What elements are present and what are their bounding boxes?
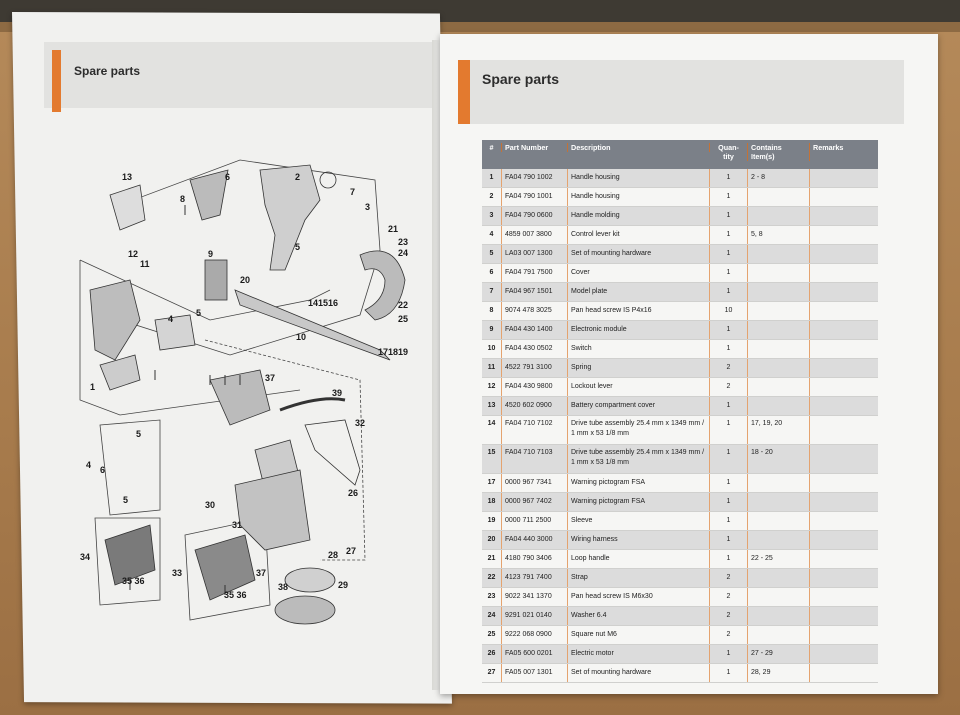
row-remarks [810, 226, 878, 244]
row-contains [748, 626, 810, 644]
table-row [482, 626, 878, 645]
callout-13: 13 [122, 172, 133, 182]
right-page-title: Spare parts [482, 71, 560, 87]
spare-parts-table [482, 140, 878, 683]
row-contains: 28, 29 [748, 664, 810, 682]
row-part-number: 4123 791 7400 [502, 569, 568, 587]
row-part-number: FA04 430 9800 [502, 378, 568, 396]
row-contains [748, 302, 810, 320]
row-part-number: FA04 967 1501 [502, 283, 568, 301]
row-quantity: 1 [710, 226, 748, 244]
row-remarks [810, 416, 878, 444]
left-page-title: Spare parts [74, 64, 141, 78]
row-number: 25 [482, 626, 502, 644]
row-description: Set of mounting hardware [568, 664, 710, 682]
row-remarks [810, 188, 878, 206]
table-header [482, 140, 878, 169]
row-number: 10 [482, 340, 502, 358]
row-description: Pan head screw IS M6x30 [568, 588, 710, 606]
callout-35-36b: 35 36 [224, 590, 247, 600]
row-number: 14 [482, 416, 502, 444]
callout-37: 37 [265, 373, 276, 383]
row-contains: 27 - 29 [748, 645, 810, 663]
row-number: 27 [482, 664, 502, 682]
row-number: 7 [482, 283, 502, 301]
row-number: 2 [482, 188, 502, 206]
row-remarks [810, 512, 878, 530]
row-part-number: 4522 791 3100 [502, 359, 568, 377]
row-part-number: LA03 007 1300 [502, 245, 568, 263]
row-contains: 2 - 8 [748, 169, 810, 187]
table-row [482, 474, 878, 493]
row-remarks [810, 531, 878, 549]
row-quantity: 1 [710, 397, 748, 415]
row-contains [748, 474, 810, 492]
row-remarks [810, 321, 878, 339]
row-quantity: 1 [710, 416, 748, 444]
row-remarks [810, 493, 878, 511]
callout-9: 9 [208, 249, 214, 259]
table-row [482, 645, 878, 664]
callout-14-15-16: 141516 [308, 298, 339, 308]
row-quantity: 1 [710, 321, 748, 339]
row-contains [748, 493, 810, 511]
callout-31: 31 [232, 520, 243, 530]
table-row [482, 550, 878, 569]
row-part-number: FA04 710 7102 [502, 416, 568, 444]
row-quantity: 1 [710, 264, 748, 282]
row-remarks [810, 445, 878, 473]
row-quantity: 1 [710, 283, 748, 301]
row-description: Warning pictogram FSA [568, 474, 710, 492]
row-description: Electronic module [568, 321, 710, 339]
row-description: Handle housing [568, 188, 710, 206]
callout-28: 28 [328, 550, 339, 560]
row-quantity: 1 [710, 474, 748, 492]
table-body [482, 169, 878, 683]
callout-5: 5 [295, 242, 301, 252]
row-remarks [810, 264, 878, 282]
callout-6: 6 [225, 172, 231, 182]
table-row [482, 340, 878, 359]
table-row [482, 207, 878, 226]
row-contains [748, 264, 810, 282]
row-contains [748, 188, 810, 206]
table-row [482, 569, 878, 588]
row-contains [748, 378, 810, 396]
callout-26: 26 [348, 488, 359, 498]
row-part-number: FA04 430 0502 [502, 340, 568, 358]
row-number: 22 [482, 569, 502, 587]
row-remarks [810, 397, 878, 415]
row-description: Electric motor [568, 645, 710, 663]
row-remarks [810, 607, 878, 625]
callout-17-18-19: 171819 [378, 347, 409, 357]
row-part-number: FA04 790 1001 [502, 188, 568, 206]
row-number: 19 [482, 512, 502, 530]
row-contains [748, 397, 810, 415]
callout-5c: 5 [136, 429, 142, 439]
callout-23: 23 [398, 237, 409, 247]
row-number: 17 [482, 474, 502, 492]
table-row [482, 588, 878, 607]
callout-4b: 4 [86, 460, 92, 470]
row-description: Cover [568, 264, 710, 282]
callout-37b: 37 [256, 568, 267, 578]
row-part-number: FA04 790 1002 [502, 169, 568, 187]
row-part-number: FA05 600 0201 [502, 645, 568, 663]
row-part-number: FA04 791 7500 [502, 264, 568, 282]
row-contains [748, 207, 810, 225]
row-number: 4 [482, 226, 502, 244]
table-row [482, 531, 878, 550]
table-row [482, 169, 878, 188]
row-part-number: FA04 430 1400 [502, 321, 568, 339]
row-number: 5 [482, 245, 502, 263]
header-quantity: Quan-tity [710, 143, 748, 161]
callout-34: 34 [80, 552, 91, 562]
header-remarks: Remarks [813, 143, 844, 152]
callout-39: 39 [332, 388, 343, 398]
row-quantity: 1 [710, 169, 748, 187]
row-quantity: 1 [710, 207, 748, 225]
row-quantity: 1 [710, 445, 748, 473]
row-quantity: 2 [710, 569, 748, 587]
row-contains [748, 512, 810, 530]
table-row [482, 302, 878, 321]
row-remarks [810, 588, 878, 606]
row-number: 1 [482, 169, 502, 187]
row-quantity: 2 [710, 607, 748, 625]
row-remarks [810, 302, 878, 320]
row-description: Model plate [568, 283, 710, 301]
row-contains: 22 - 25 [748, 550, 810, 568]
row-quantity: 2 [710, 626, 748, 644]
row-quantity: 2 [710, 359, 748, 377]
row-quantity: 1 [710, 340, 748, 358]
row-remarks [810, 626, 878, 644]
row-description: Drive tube assembly 25.4 mm x 1349 mm / 1 mm x 53 1/8 mm [568, 445, 710, 473]
row-contains [748, 321, 810, 339]
right-page-header-accent [458, 60, 470, 124]
row-number: 9 [482, 321, 502, 339]
row-number: 6 [482, 264, 502, 282]
row-quantity: 1 [710, 493, 748, 511]
row-number: 24 [482, 607, 502, 625]
row-description: Handle molding [568, 207, 710, 225]
header-description: Description [568, 143, 710, 152]
callout-27: 27 [346, 546, 357, 556]
table-row [482, 226, 878, 245]
table-row [482, 359, 878, 378]
row-description: Set of mounting hardware [568, 245, 710, 263]
table-row [482, 416, 878, 445]
callout-32: 32 [355, 418, 366, 428]
row-contains [748, 588, 810, 606]
table-row [482, 493, 878, 512]
row-quantity: 1 [710, 550, 748, 568]
left-page-header-accent [52, 50, 61, 112]
header-contains: Contains Item(s) [748, 143, 810, 161]
callout-35-36: 35 36 [122, 576, 145, 586]
row-part-number: 4859 007 3800 [502, 226, 568, 244]
row-remarks [810, 569, 878, 587]
row-remarks [810, 245, 878, 263]
table-row [482, 188, 878, 207]
table-row [482, 512, 878, 531]
header-number: # [482, 143, 502, 152]
callout-38: 38 [278, 582, 289, 592]
exploded-parts-diagram [60, 140, 430, 660]
callout-5d: 5 [123, 495, 129, 505]
row-quantity: 1 [710, 245, 748, 263]
row-description: Spring [568, 359, 710, 377]
row-part-number: 0000 967 7402 [502, 493, 568, 511]
row-description: Pan head screw IS P4x16 [568, 302, 710, 320]
row-number: 20 [482, 531, 502, 549]
row-number: 12 [482, 378, 502, 396]
callout-10: 10 [296, 332, 307, 342]
row-number: 21 [482, 550, 502, 568]
row-remarks [810, 378, 878, 396]
row-description: Handle housing [568, 169, 710, 187]
row-part-number: FA04 710 7103 [502, 445, 568, 473]
row-contains [748, 283, 810, 301]
row-quantity: 2 [710, 378, 748, 396]
right-page-header-band [458, 60, 904, 124]
table-row [482, 378, 878, 397]
row-description: Strap [568, 569, 710, 587]
row-number: 23 [482, 588, 502, 606]
row-remarks [810, 645, 878, 663]
row-part-number: 9074 478 3025 [502, 302, 568, 320]
row-contains: 18 - 20 [748, 445, 810, 473]
callout-33: 33 [172, 568, 183, 578]
row-part-number: 4180 790 3406 [502, 550, 568, 568]
row-part-number: 0000 967 7341 [502, 474, 568, 492]
row-quantity: 2 [710, 588, 748, 606]
table-row [482, 283, 878, 302]
row-part-number: FA04 790 0600 [502, 207, 568, 225]
callout-4: 4 [168, 314, 174, 324]
callout-5b: 5 [196, 308, 202, 318]
row-remarks [810, 283, 878, 301]
callout-8: 8 [180, 194, 186, 204]
callout-25: 25 [398, 314, 409, 324]
callout-6b: 6 [100, 465, 106, 475]
row-quantity: 1 [710, 664, 748, 682]
header-part-number: Part Number [502, 143, 568, 152]
row-description: Sleeve [568, 512, 710, 530]
row-part-number: FA04 440 3000 [502, 531, 568, 549]
row-description: Wiring harness [568, 531, 710, 549]
row-description: Loop handle [568, 550, 710, 568]
row-part-number: 9222 068 0900 [502, 626, 568, 644]
row-description: Battery compartment cover [568, 397, 710, 415]
row-description: Square nut M6 [568, 626, 710, 644]
callout-24: 24 [398, 248, 409, 258]
row-remarks [810, 359, 878, 377]
row-part-number: 4520 602 0900 [502, 397, 568, 415]
callout-11: 11 [140, 259, 150, 269]
row-number: 8 [482, 302, 502, 320]
row-quantity: 1 [710, 188, 748, 206]
callout-29: 29 [338, 580, 349, 590]
callout-22: 22 [398, 300, 409, 310]
row-quantity: 1 [710, 512, 748, 530]
table-row [482, 397, 878, 416]
row-contains [748, 340, 810, 358]
row-description: Washer 6.4 [568, 607, 710, 625]
row-description: Warning pictogram FSA [568, 493, 710, 511]
callout-1: 1 [90, 382, 96, 392]
row-part-number: 9291 021 0140 [502, 607, 568, 625]
row-description: Lockout lever [568, 378, 710, 396]
row-part-number: 0000 711 2500 [502, 512, 568, 530]
callout-12: 12 [128, 249, 139, 259]
row-number: 26 [482, 645, 502, 663]
row-contains: 17, 19, 20 [748, 416, 810, 444]
table-row [482, 321, 878, 340]
row-contains [748, 359, 810, 377]
row-contains [748, 607, 810, 625]
row-contains: 5, 8 [748, 226, 810, 244]
callout-7: 7 [350, 187, 356, 197]
row-number: 11 [482, 359, 502, 377]
callout-20: 20 [240, 275, 251, 285]
row-quantity: 10 [710, 302, 748, 320]
table-row [482, 245, 878, 264]
callout-3: 3 [365, 202, 371, 212]
row-remarks [810, 664, 878, 682]
row-quantity: 1 [710, 645, 748, 663]
row-remarks [810, 169, 878, 187]
table-row [482, 607, 878, 626]
row-part-number: 9022 341 1370 [502, 588, 568, 606]
row-description: Control lever kit [568, 226, 710, 244]
row-remarks [810, 550, 878, 568]
row-contains [748, 531, 810, 549]
row-contains [748, 569, 810, 587]
row-remarks [810, 340, 878, 358]
table-row [482, 445, 878, 474]
row-number: 3 [482, 207, 502, 225]
table-row [482, 264, 878, 283]
row-number: 18 [482, 493, 502, 511]
callout-2: 2 [295, 172, 301, 182]
row-description: Switch [568, 340, 710, 358]
row-part-number: FA05 007 1301 [502, 664, 568, 682]
row-number: 15 [482, 445, 502, 473]
row-quantity: 1 [710, 531, 748, 549]
row-remarks [810, 474, 878, 492]
row-remarks [810, 207, 878, 225]
callout-21: 21 [388, 224, 399, 234]
table-row [482, 664, 878, 683]
row-contains [748, 245, 810, 263]
callout-30: 30 [205, 500, 216, 510]
row-number: 13 [482, 397, 502, 415]
row-description: Drive tube assembly 25.4 mm x 1349 mm / 1 mm x 53 1/8 mm [568, 416, 710, 444]
